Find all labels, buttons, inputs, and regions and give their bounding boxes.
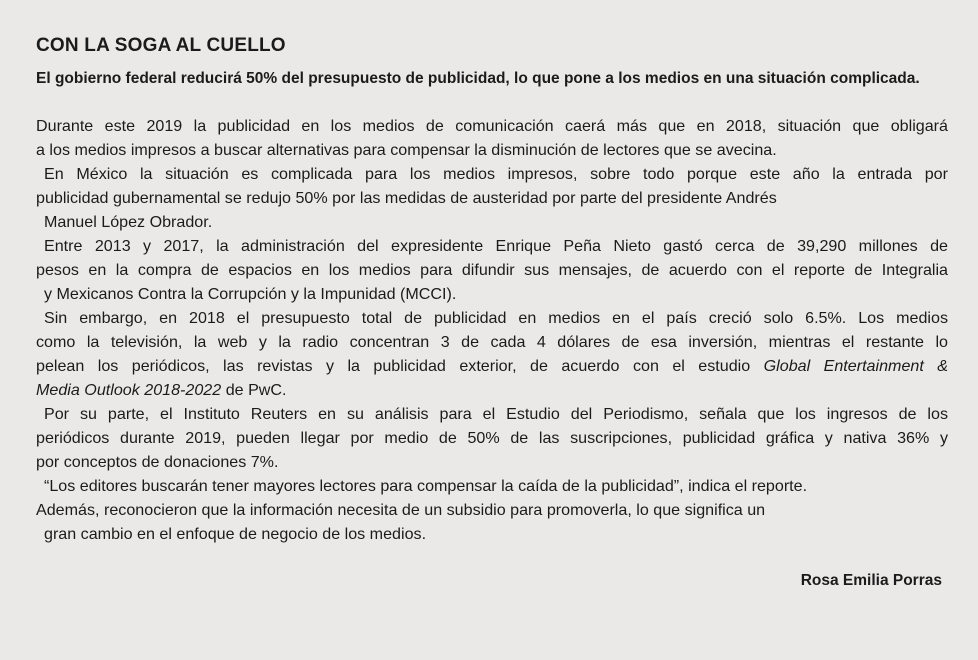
body-line: Manuel López Obrador. bbox=[44, 213, 213, 231]
body-line-text: de PwC. bbox=[221, 381, 287, 399]
body-line: gran cambio en el enfoque de negocio de los medios. bbox=[44, 525, 427, 543]
body-line-with-title bbox=[36, 378, 948, 402]
article-body bbox=[36, 114, 948, 546]
body-line: a los medios impresos a buscar alternativas para compensar la disminución de lectores que se avecina. bbox=[36, 141, 777, 159]
body-line: Durante este 2019 la publicidad en los medios de comunicación caerá más que en 2018, situación que obligará bbox=[36, 117, 948, 135]
body-line: Además, reconocieron que la información necesita de un subsidio para promoverla, lo que significa un bbox=[36, 501, 766, 519]
body-line: Entre 2013 y 2017, la administración del expresidente Enrique Peña Nieto gastó cerca de 39,290 millones de bbox=[44, 237, 948, 255]
study-title: Media Outlook 2018-2022 bbox=[36, 381, 222, 399]
body-line-text: pelean los periódicos, las revistas y la publicidad exterior, de acuerdo con el estudio bbox=[36, 357, 751, 375]
body-line: publicidad gubernamental se redujo 50% por las medidas de austeridad por parte del presidente Andrés bbox=[36, 189, 777, 207]
body-line: En México la situación es complicada para los medios impresos, sobre todo porque este año la entrada por bbox=[44, 165, 948, 183]
body-line: por conceptos de donaciones 7%. bbox=[36, 453, 279, 471]
body-line: como la televisión, la web y la radio concentran 3 de cada 4 dólares de esa inversión, mientras el restante lo bbox=[36, 333, 948, 351]
body-line: y Mexicanos Contra la Corrupción y la Impunidad (MCCI). bbox=[44, 285, 457, 303]
headline: CON LA SOGA AL CUELLO bbox=[36, 35, 286, 56]
article bbox=[36, 33, 948, 546]
byline: Rosa Emilia Porras bbox=[800, 572, 942, 589]
body-line: periódicos durante 2019, pueden llegar por medio de 50% de las suscripciones, publicidad gráfica y nativa 36% y bbox=[36, 429, 948, 447]
body-line: pesos en la compra de espacios en los medios para difundir sus mensajes, de acuerdo con el reporte de Integralia bbox=[36, 261, 948, 279]
body-line-with-title bbox=[36, 354, 948, 378]
deck: El gobierno federal reducirá 50% del presupuesto de publicidad, lo que pone a los medios en una situación complicada. bbox=[36, 70, 920, 87]
body-line: “Los editores buscarán tener mayores lectores para compensar la caída de la publicidad”, indica el reporte. bbox=[44, 477, 808, 495]
study-title: Global Entertainment & bbox=[763, 357, 948, 375]
body-line: Sin embargo, en 2018 el presupuesto total de publicidad en medios en el país creció solo 6.5%. Los medios bbox=[44, 309, 948, 327]
body-line: Por su parte, el Instituto Reuters en su análisis para el Estudio del Periodismo, señala que los ingresos de los bbox=[44, 405, 948, 423]
